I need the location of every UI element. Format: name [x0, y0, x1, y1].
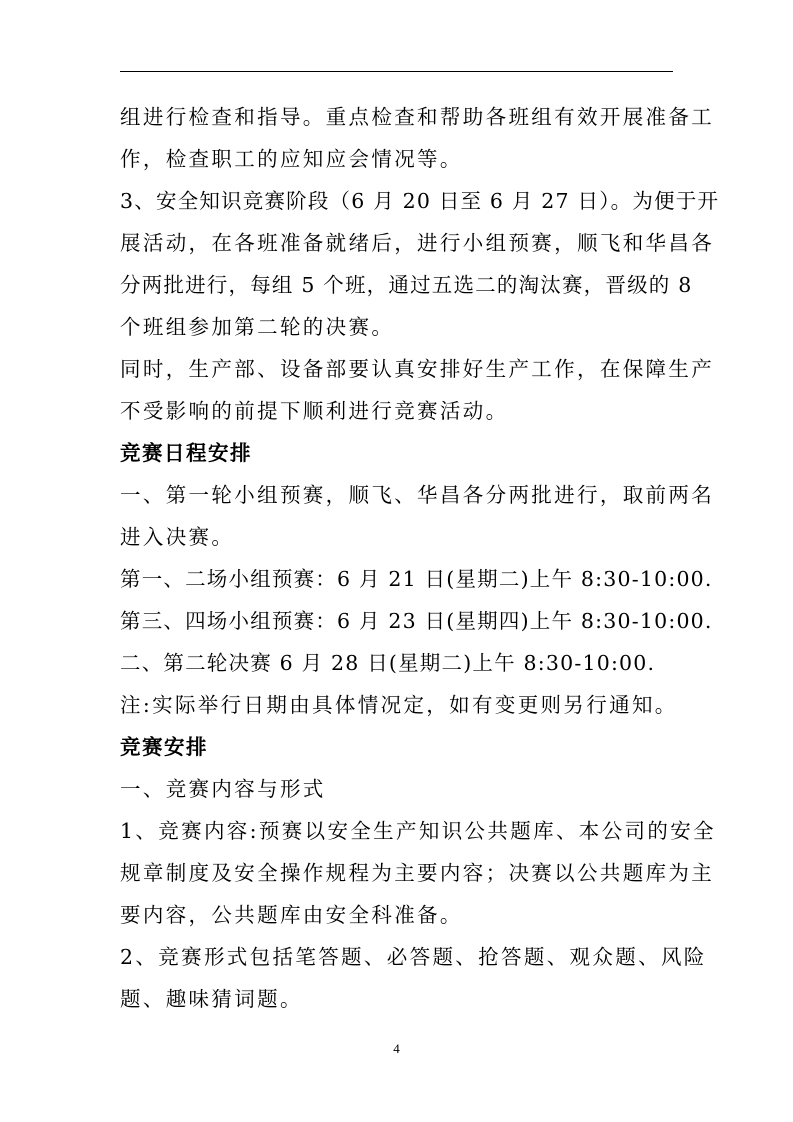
body-line: 作，检查职工的应知应会情况等。: [120, 147, 463, 171]
body-line: 分两批进行，每组 5 个班，通过五选二的淘汰赛，晋级的 8: [120, 273, 693, 297]
body-line: 1、竞赛内容:预赛以安全生产知识公共题库、本公司的安全: [120, 819, 716, 843]
body-line: 2、竞赛形式包括笔答题、必答题、抢答题、观众题、风险: [120, 945, 707, 969]
section-heading: 竞赛安排: [120, 735, 208, 759]
body-line: 规章制度及安全操作规程为主要内容；决赛以公共题库为主: [120, 861, 715, 885]
body-line: 展活动，在各班准备就绪后，进行小组预赛，顺飞和华昌各: [120, 231, 715, 255]
body-line: 组进行检查和指导。重点检查和帮助各班组有效开展准备工: [120, 105, 715, 129]
body-line: 题、趣味猜词题。: [120, 987, 303, 1011]
body-line: 进入决赛。: [120, 525, 235, 549]
schedule-line: 第一、二场小组预赛：6 月 21 日(星期二)上午 8:30-10:00.: [120, 567, 713, 591]
subsection-heading: 一、竞赛内容与形式: [120, 777, 326, 801]
body-line: 一、第一轮小组预赛，顺飞、华昌各分两批进行，取前两名: [120, 483, 715, 507]
body-line: 个班组参加第二轮的决赛。: [120, 315, 395, 339]
body-line: 要内容，公共题库由安全科准备。: [120, 903, 463, 927]
note-line: 注:实际举行日期由具体情况定，如有变更则另行通知。: [120, 693, 678, 717]
schedule-line: 第三、四场小组预赛：6 月 23 日(星期四)上午 8:30-10:00.: [120, 609, 713, 633]
body-line: 同时，生产部、设备部要认真安排好生产工作，在保障生产: [120, 357, 715, 381]
section-heading: 竞赛日程安排: [120, 441, 252, 465]
schedule-line: 二、第二轮决赛 6 月 28 日(星期二)上午 8:30-10:00.: [120, 651, 656, 675]
body-line: 3、安全知识竞赛阶段（6 月 20 日至 6 月 27 日）。为便于开: [120, 189, 720, 213]
header-rule: [120, 71, 673, 72]
document-body: [120, 96, 720, 1020]
body-line: 不受影响的前提下顺利进行竞赛活动。: [120, 399, 509, 423]
page-number: 4: [393, 1041, 400, 1056]
